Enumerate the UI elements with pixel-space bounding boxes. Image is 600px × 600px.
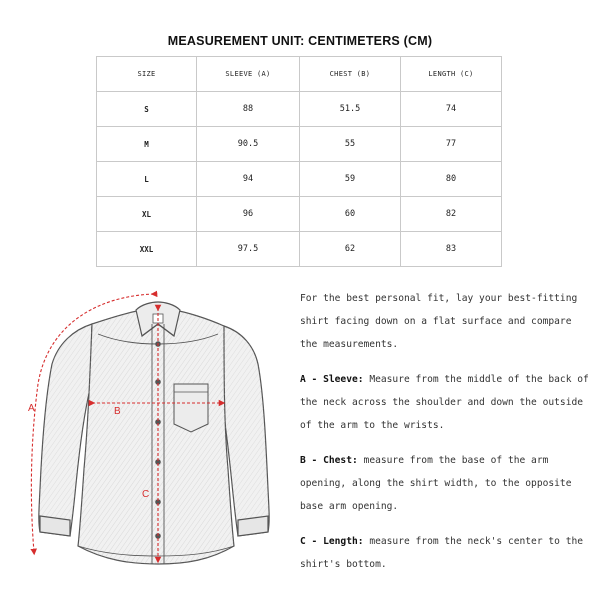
label-a: A	[28, 403, 35, 414]
chest-cell: 59	[300, 162, 401, 197]
sleeve-term: A - Sleeve:	[300, 374, 364, 385]
header-size: SIZE	[97, 57, 197, 92]
length-cell: 83	[401, 232, 502, 267]
size-cell: XXL	[97, 232, 197, 267]
header-chest: CHEST (B)	[300, 57, 401, 92]
header-sleeve: SLEEVE (A)	[197, 57, 300, 92]
length-cell: 80	[401, 162, 502, 197]
size-chart-table	[96, 56, 502, 267]
sleeve-cell: 97.5	[197, 232, 300, 267]
measurement-unit-title: MEASUREMENT UNIT: CENTIMETERS (CM)	[167, 34, 433, 48]
label-b: B	[114, 406, 121, 417]
length-term: C - Length:	[300, 536, 364, 547]
sleeve-cell: 90.5	[197, 127, 300, 162]
sleeve-text: Measure from the middle of the back of the neck across the shoulder and down the outside of the arm to the wrists.	[300, 374, 589, 431]
chest-cell: 51.5	[300, 92, 401, 127]
length-cell: 77	[401, 127, 502, 162]
sleeve-cell: 96	[197, 197, 300, 232]
length-instruction	[300, 530, 590, 576]
table-header-row	[97, 57, 502, 92]
header-length: LENGTH (C)	[401, 57, 502, 92]
size-cell: XL	[97, 197, 197, 232]
sleeve-cell: 94	[197, 162, 300, 197]
size-cell: M	[97, 127, 197, 162]
label-c: C	[142, 489, 150, 500]
length-cell: 82	[401, 197, 502, 232]
shirt-illustration	[39, 302, 269, 564]
intro-paragraph: For the best personal fit, lay your best-fitting shirt facing down on a flat surface and compare the measurements.	[300, 293, 578, 350]
table-row	[97, 92, 502, 127]
sleeve-cell: 88	[197, 92, 300, 127]
measuring-instructions	[300, 287, 590, 588]
table-row	[97, 197, 502, 232]
shirt-measurement-diagram	[18, 284, 280, 594]
chest-cell: 55	[300, 127, 401, 162]
size-cell: L	[97, 162, 197, 197]
chest-text: measure from the base of the arm opening, along the shirt width, to the opposite base arm opening.	[300, 455, 572, 512]
size-cell: S	[97, 92, 197, 127]
chest-instruction	[300, 449, 590, 518]
length-cell: 74	[401, 92, 502, 127]
sleeve-instruction	[300, 368, 590, 437]
chest-term: B - Chest:	[300, 455, 358, 466]
table-row	[97, 162, 502, 197]
length-text: measure from the neck's center to the shirt's bottom.	[300, 536, 584, 570]
table-row	[97, 232, 502, 267]
chest-cell: 60	[300, 197, 401, 232]
table-row	[97, 127, 502, 162]
chest-cell: 62	[300, 232, 401, 267]
